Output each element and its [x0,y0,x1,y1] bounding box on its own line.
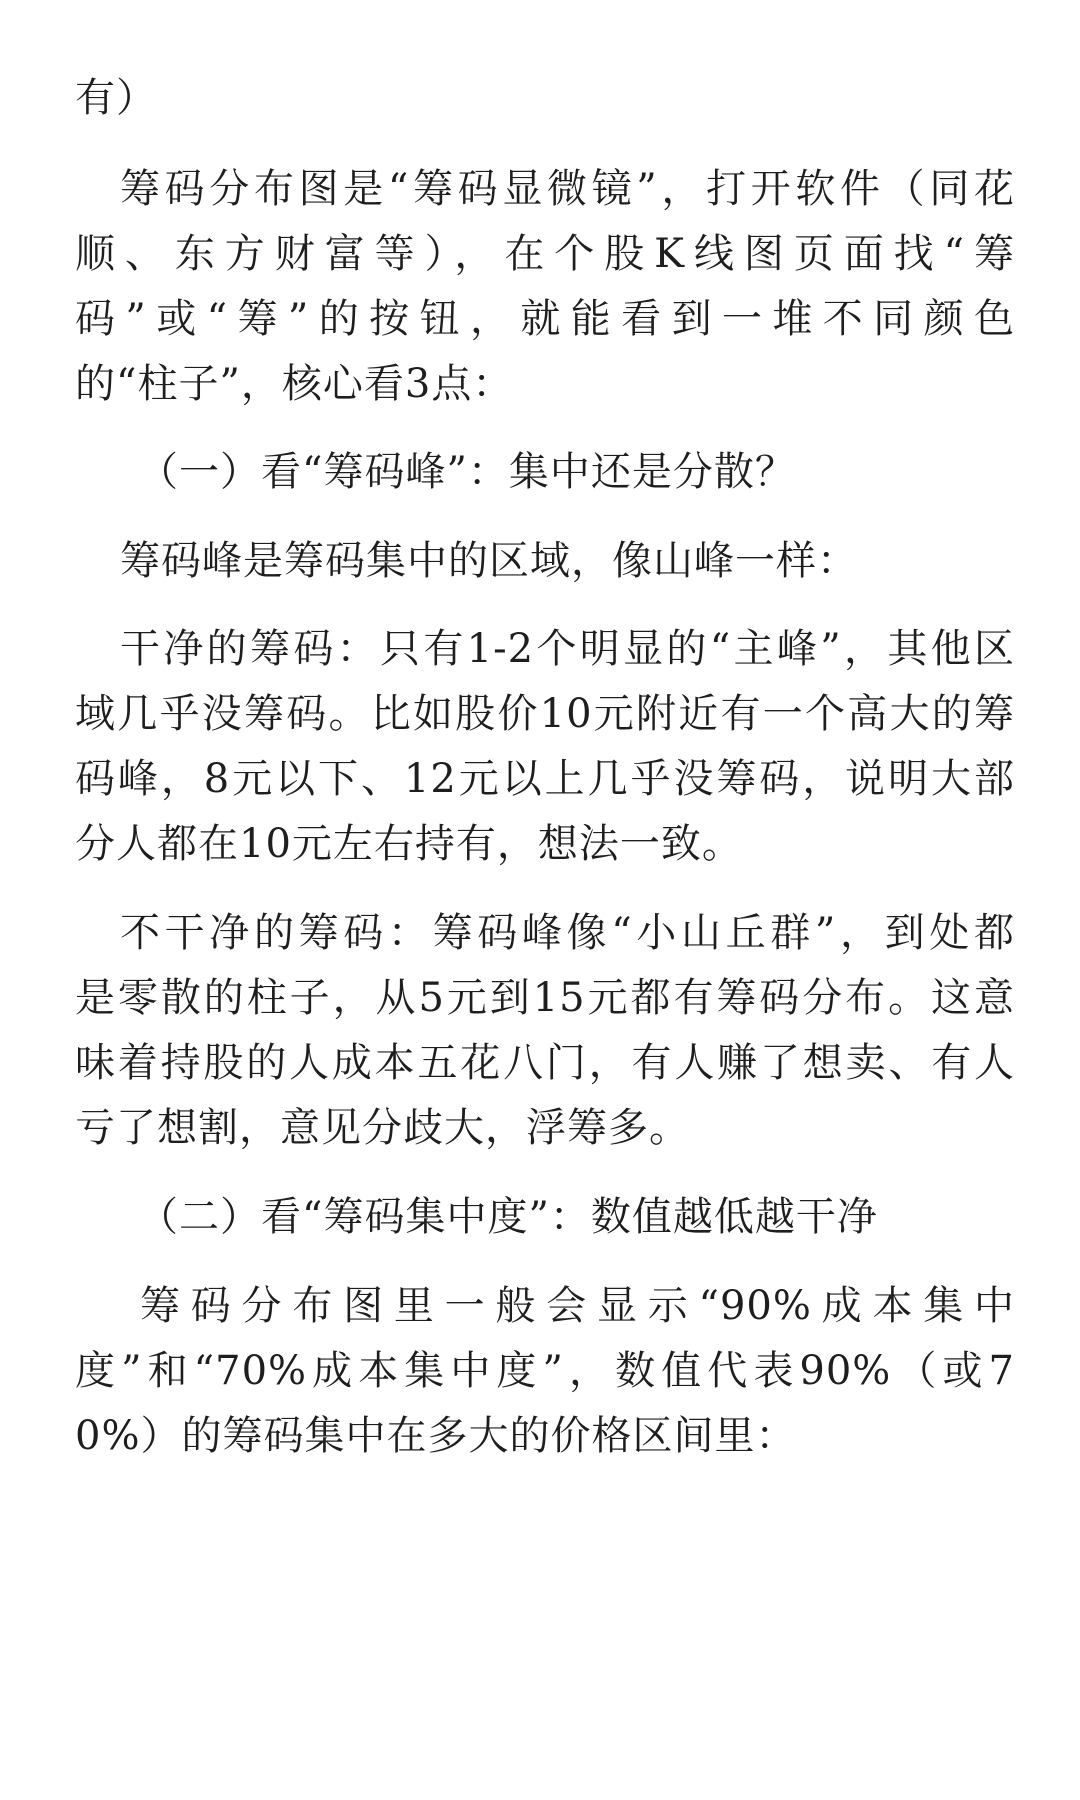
text-line: 码峰，8元以下、12元以上几乎没筹码，说明大部 [75,756,1015,802]
text-line: 味着持股的人成本五花八门，有人赚了想卖、有人 [75,1040,1015,1086]
text-line: 0%）的筹码集中在多大的价格区间里： [75,1413,797,1459]
text-line: 亏了想割，意见分歧大，浮筹多。 [75,1105,690,1151]
section-heading: （二）看“筹码集中度”：数值越低越干净 [138,1194,878,1240]
text-line: 的“柱子”，核心看3点： [75,361,514,407]
text-line: 分人都在10元左右持有，想法一致。 [75,821,743,867]
text-line: 度”和“70%成本集中度”，数值代表90%（或7 [75,1348,1015,1394]
text-line: 码”或“筹”的按钮，就能看到一堆不同颜色 [75,296,1015,342]
text-line: 干净的筹码：只有1-2个明显的“主峰”，其他区 [120,626,1015,672]
section-heading: （一）看“筹码峰”：集中还是分散？ [138,449,796,495]
text-line: 是零散的柱子，从5元到15元都有筹码分布。这意 [75,975,1015,1021]
text-line: 筹码分布图里一般会显示“90%成本集中 [140,1283,1015,1329]
text-line: 域几乎没筹码。比如股价10元附近有一个高大的筹 [75,691,1015,737]
text-line: 筹码分布图是“筹码显微镜”，打开软件（同花 [120,166,1015,212]
text-line: 不干净的筹码：筹码峰像“小山丘群”，到处都 [120,910,1015,956]
text-line: 筹码峰是筹码集中的区域，像山峰一样： [120,538,858,584]
text-line: 顺、东方财富等），在个股K线图页面找“筹 [75,231,1015,277]
text-line: 有） [75,75,157,121]
